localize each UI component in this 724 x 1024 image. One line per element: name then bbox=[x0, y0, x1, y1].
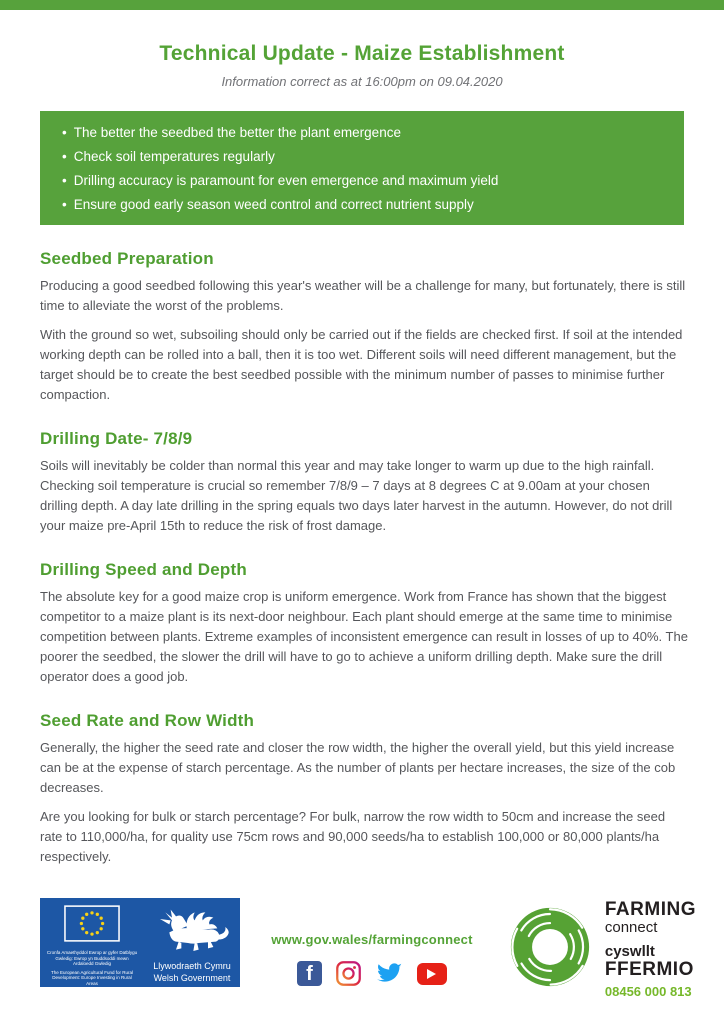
twitter-icon[interactable] bbox=[375, 961, 404, 986]
key-point-item: • Drilling accuracy is paramount for even emergence and maximum yield bbox=[62, 169, 666, 193]
key-points-box bbox=[40, 111, 684, 225]
eu-caption-welsh: Cronfa Amaethyddol Ewrop ar gyfer Datblygu Gwledig: Ewrop yn Buddsoddi mewn Ardaloedd Gwledig bbox=[46, 950, 138, 966]
footer bbox=[40, 898, 696, 999]
paragraph: The absolute key for a good maize crop is uniform emergence. Work from France has shown that the biggest competitor to a maize plant is its next-door neighbour. Each plant should emerge at the same time to minimise competition between plants. Extreme examples of inconsistent emergence can result in losses of up to 40%. The poorer the seedbed, the slower the drill will have to go to achieve a uniform drilling depth. Make sure the drill operator does a good job. bbox=[40, 589, 688, 684]
facebook-glyph: f bbox=[306, 963, 313, 985]
farming-connect-logo bbox=[504, 898, 696, 999]
phone-number: 08456 000 813 bbox=[604, 984, 692, 999]
gov-name-welsh: Llywodraeth Cymru bbox=[153, 961, 231, 971]
paragraph: Are you looking for bulk or starch percentage? For bulk, narrow the row width to 50cm and increase the seed rate to 110,000/ha, for quality use 75cm rows and 90,000 seeds/ha to establish 100,000 or 80,000 plants/ha respectively. bbox=[40, 809, 666, 864]
paragraph: With the ground so wet, subsoiling should only be carried out if the fields are checked first. If soil at the intended working depth can be rolled into a ball, then it is too wet. Different soils will need different management, but the target should be to create the best seedbed possible with the minimum number of passes to minimise further compaction. bbox=[40, 327, 683, 402]
paragraph: Producing a good seedbed following this year's weather will be a challenge for many, but fortunately, there is still time to alleviate the worst of the problems. bbox=[40, 278, 686, 313]
farming-connect-wordmark bbox=[605, 900, 696, 999]
farming-label: FARMING bbox=[604, 899, 696, 920]
eu-flag-panel bbox=[40, 898, 144, 987]
page-subtitle: Information correct as at 16:00pm on 09.04.2020 bbox=[221, 74, 503, 89]
section-drilling-date bbox=[40, 429, 690, 536]
section-drilling-speed-depth bbox=[40, 560, 690, 687]
page-title: Technical Update - Maize Establishment bbox=[159, 42, 565, 65]
footer-links bbox=[271, 898, 472, 987]
top-accent-bar bbox=[0, 0, 724, 10]
cyswllt-label: cyswllt bbox=[604, 943, 655, 960]
paragraph: Generally, the higher the seed rate and closer the row width, the higher the overall yield, but this yield increase can be at the expense of starch percentage. As the number of plants per hectare increases, the size of the cob decreases. bbox=[40, 740, 676, 795]
play-icon bbox=[427, 969, 436, 979]
paragraph: Soils will inevitably be colder than normal this year and may take longer to warm up due to the high rainfall. Checking soil temperature is crucial so remember 7/8/9 – 7 days at 8 degrees C at 9.00am at your chosen drilling depth. A day late drilling in the spring equals two days later harvest in the autumn. However, do not drill your maize pre-April 15th to reduce the risk of frost damage. bbox=[40, 458, 673, 533]
section-seedbed-preparation bbox=[40, 249, 690, 405]
section-heading: Drilling Date- 7/8/9 bbox=[40, 429, 193, 448]
key-points-list bbox=[62, 121, 666, 217]
ffermio-label: FFERMIO bbox=[604, 959, 694, 980]
gov-name-english: Welsh Government bbox=[153, 973, 231, 983]
key-point-item: • Check soil temperatures regularly bbox=[62, 145, 666, 169]
connect-label: connect bbox=[604, 919, 658, 936]
eu-caption-english: The European Agricultural Fund for Rural Development: Europe Investing in Rural Areas bbox=[50, 969, 134, 986]
key-point-item: • Ensure good early season weed control and correct nutrient supply bbox=[62, 193, 666, 217]
social-icons-row bbox=[297, 960, 447, 987]
section-heading: Drilling Speed and Depth bbox=[40, 560, 247, 579]
section-heading: Seedbed Preparation bbox=[40, 249, 214, 268]
key-point-item: • The better the seedbed the better the plant emergence bbox=[62, 121, 666, 145]
document-body bbox=[40, 249, 690, 867]
welsh-government-panel bbox=[144, 898, 240, 987]
section-heading: Seed Rate and Row Width bbox=[40, 711, 255, 730]
eu-flag-icon bbox=[64, 905, 120, 947]
welsh-dragon-icon bbox=[151, 903, 233, 960]
farming-connect-swirl-icon bbox=[504, 901, 596, 998]
website-link[interactable]: www.gov.wales/farmingconnect bbox=[271, 932, 473, 947]
section-seed-rate-row-width bbox=[40, 711, 690, 867]
eu-welsh-government-logo bbox=[40, 898, 240, 987]
instagram-icon[interactable] bbox=[335, 960, 362, 987]
facebook-icon[interactable] bbox=[297, 961, 322, 986]
youtube-icon[interactable] bbox=[417, 963, 447, 985]
